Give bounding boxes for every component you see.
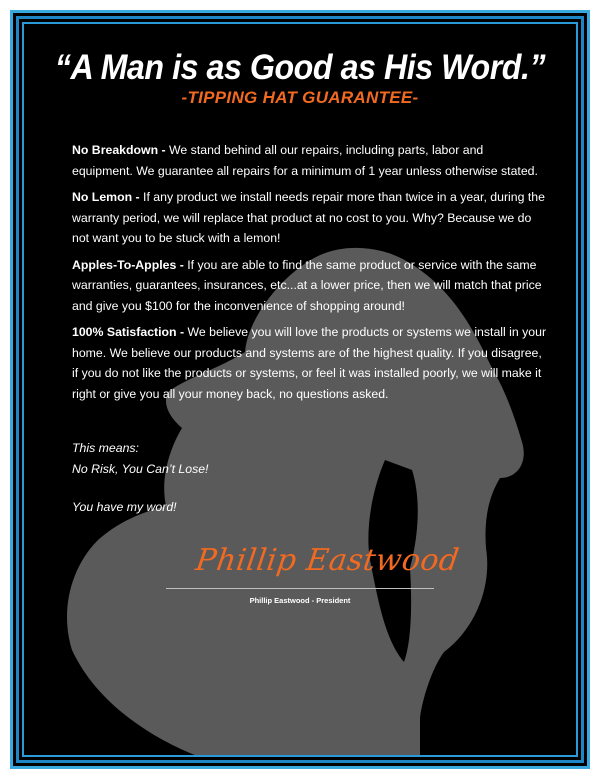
- guarantee-text: We believe you will love the products or systems we install in your home. We believe our products and systems are of the highest quality. If you disagree, if you do not like the products or systems, or feel it was installed poorly, we will make it right or give you all your money back, no questions asked.: [72, 325, 547, 401]
- closing-line-no-risk: No Risk, You Can’t Lose!: [72, 461, 209, 476]
- guarantee-satisfaction: [72, 322, 547, 404]
- guarantee-title: 100% Satisfaction -: [72, 325, 188, 339]
- guarantee-title: No Lemon -: [72, 190, 144, 204]
- guarantee-no-breakdown: [72, 140, 547, 181]
- guarantee-text: We stand behind all our repairs, including parts, labor and equipment. We guarantee all repairs for a minimum of 1 year unless otherwise stated.: [72, 143, 538, 178]
- closing-statement: [72, 438, 208, 479]
- guarantee-list: [72, 140, 547, 410]
- guarantee-title: No Breakdown -: [72, 143, 170, 157]
- headline-quote: “A Man is as Good as His Word.”: [54, 48, 546, 87]
- closing-line-word: You have my word!: [72, 500, 177, 514]
- signer-name-title: Phillip Eastwood - President: [249, 596, 351, 605]
- guarantee-title: Apples-To-Apples -: [72, 257, 188, 272]
- guarantee-apples-to-apples: [72, 255, 547, 317]
- guarantee-text: If any product we install needs repair more than twice in a year, during the warranty period, we will replace that product at no cost to you. Why? Because we do not want you to be stuck with a lemon!: [72, 190, 545, 245]
- handwritten-signature: Phillip Eastwood: [193, 543, 462, 578]
- guarantee-no-lemon: [72, 187, 547, 249]
- signature-line: [166, 588, 434, 589]
- closing-line-means: This means:: [72, 441, 139, 455]
- guarantee-subheading: -TIPPING HAT GUARANTEE-: [181, 88, 419, 107]
- guarantee-text: If you are able to find the same product or service with the same warranties, guarantees, insurances, etc...at a lower price, then we will match that price and give you $100 for the inconvenience of shopping around!: [72, 257, 542, 313]
